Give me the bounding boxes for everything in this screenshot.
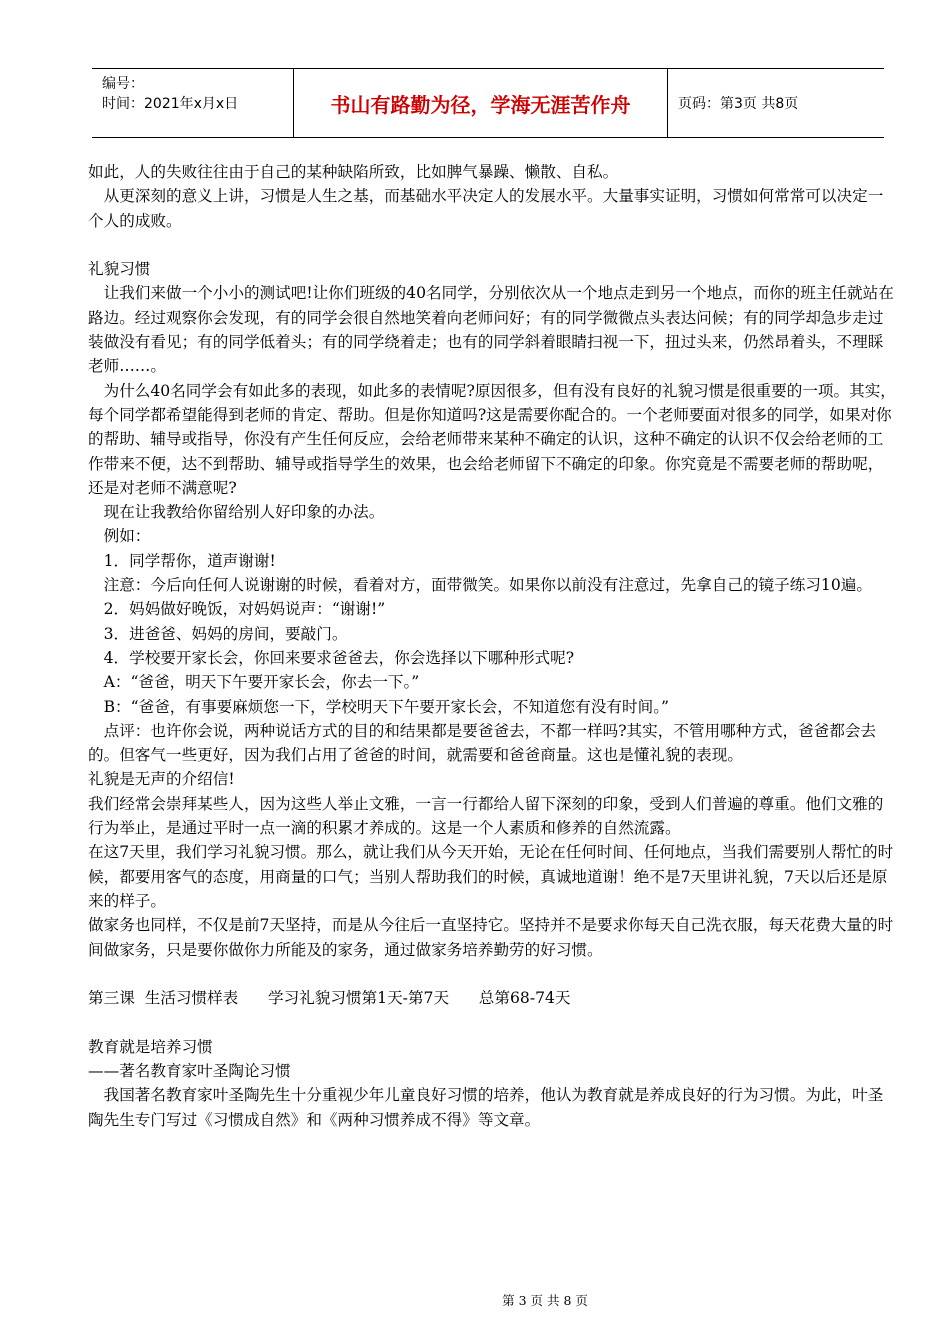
- section-heading: 礼貌习惯: [88, 260, 151, 279]
- blank-line: [88, 233, 898, 257]
- header-meta: [92, 69, 294, 137]
- option: B：“爸爸，有事要麻烦您一下，学校明天下午要开家长会，不知道您有没有时间。”: [103, 697, 669, 716]
- paragraph: 做家务也同样，不仅是前7天坚持，而是从今往后一直坚持它。坚持并不是要求你每天自己洗衣服，每天花费大量的时间做家务，只是要你做你力所能及的家务，通过做家务培养勤劳的好习惯。: [88, 916, 894, 959]
- option: A：“爸爸，明天下午要开家长会，你去一下。”: [103, 673, 420, 692]
- paragraph: 我们经常会崇拜某些人，因为这些人举止文雅，一言一行都给人留下深刻的印象，受到人们普遍的尊重。他们文雅的行为举止，是通过平时一点一滴的积累才养成的。这是一个人素质和修养的自然流露。: [88, 794, 884, 838]
- page-footer: 第 3 页 共 8 页: [502, 1293, 588, 1308]
- paragraph: 我国著名教育家叶圣陶先生十分重视少年儿童良好习惯的培养，他认为教育就是养成良好的行为习惯。为此，叶圣陶先生专门写过《习惯成自然》和《两种习惯养成不得》等文章。: [88, 1086, 884, 1129]
- document-number-label: 编号：: [102, 76, 144, 92]
- list-item: 4．学校要开家长会，你回来要求爸爸去，你会选择以下哪种形式呢?: [103, 648, 575, 667]
- header-page-label: 页码：第3页 共8页: [678, 96, 799, 112]
- page-header: [92, 68, 884, 138]
- blank-line: [88, 1010, 898, 1034]
- section-heading: 教育就是培养习惯: [88, 1037, 213, 1056]
- paragraph: 例如：: [103, 527, 151, 546]
- list-item: 2．妈妈做好晚饭，对妈妈说声：“谢谢!”: [103, 600, 386, 619]
- paragraph: 让我们来做一个小小的测试吧!让你们班级的40名同学，分别依次从一个地点走到另一个地点，而你的班主任就站在路边。经过观察你会发现，有的同学会很自然地笑着向老师问好；有的同学微微点头表达问候；有的同学却急步走过装做没有看见；有的同学低着头；有的同学绕着走；也有的同学斜着眼睛扫视一下，扭过头来，仍然昂着头，不理睬老师……。: [88, 284, 894, 376]
- paragraph: 为什么40名同学会有如此多的表现，如此多的表情呢?原因很多，但有没有良好的礼貌习惯是很重要的一项。其实，每个同学都希望能得到老师的肯定、帮助。但是你知道吗?这是需要你配合的。一个老师要面对很多的同学，如果对你的帮助、辅导或指导，你没有产生任何反应，会给老师带来某种不确定的认识，这种不确定的认识不仅会给老师的工作带来不便，达不到帮助、辅导或指导学生的效果，也会给老师留下不确定的印象。你究竟是不需要老师的帮助呢，还是对老师不满意呢?: [88, 381, 896, 497]
- list-item: 3．进爸爸、妈妈的房间，要敲门。: [103, 624, 348, 643]
- paragraph: 礼貌是无声的介绍信!: [88, 770, 235, 789]
- blank-line: [88, 962, 898, 986]
- header-motto: 书山有路勤为径，学海无涯苦作舟: [294, 69, 668, 137]
- paragraph: 从更深刻的意义上讲，习惯是人生之基，而基础水平决定人的发展水平。大量事实证明，习惯如何常常可以决定一个人的成败。: [88, 187, 884, 230]
- lesson-title: 第三课 生活习惯样表 学习礼貌习惯第1天-第7天 总第68-74天: [88, 989, 571, 1008]
- paragraph: 如此，人的失败往往由于自己的某种缺陷所致，比如脾气暴躁、懒散、自私。: [88, 163, 619, 181]
- section-subheading: ——著名教育家叶圣陶论习惯: [88, 1061, 291, 1080]
- note: 注意：今后向任何人说谢谢的时候，看着对方，面带微笑。如果你以前没有注意过，先拿自己的镜子练习10遍。: [103, 576, 872, 595]
- list-item: 1．同学帮你，道声谢谢!: [103, 551, 276, 570]
- document-body: [88, 160, 898, 1132]
- comment: 点评：也许你会说，两种说话方式的目的和结果都是要爸爸去，不都一样吗?其实，不管用哪种方式，爸爸都会去的。但客气一些更好，因为我们占用了爸爸的时间，就需要和爸爸商量。这也是懂礼貌的表现。: [88, 721, 877, 765]
- paragraph: 现在让我教给你留给别人好印象的办法。: [103, 503, 385, 522]
- paragraph: 在这7天里，我们学习礼貌习惯。那么，就让我们从今天开始，无论在任何时间、任何地点，当我们需要别人帮忙的时候，都要用客气的态度，用商量的口气；当别人帮助我们的时候，真诚地道谢！绝不是7天里讲礼貌，7天以后还是原来的样子。: [88, 843, 894, 910]
- document-time-label: 时间：2021年x月x日: [102, 96, 239, 112]
